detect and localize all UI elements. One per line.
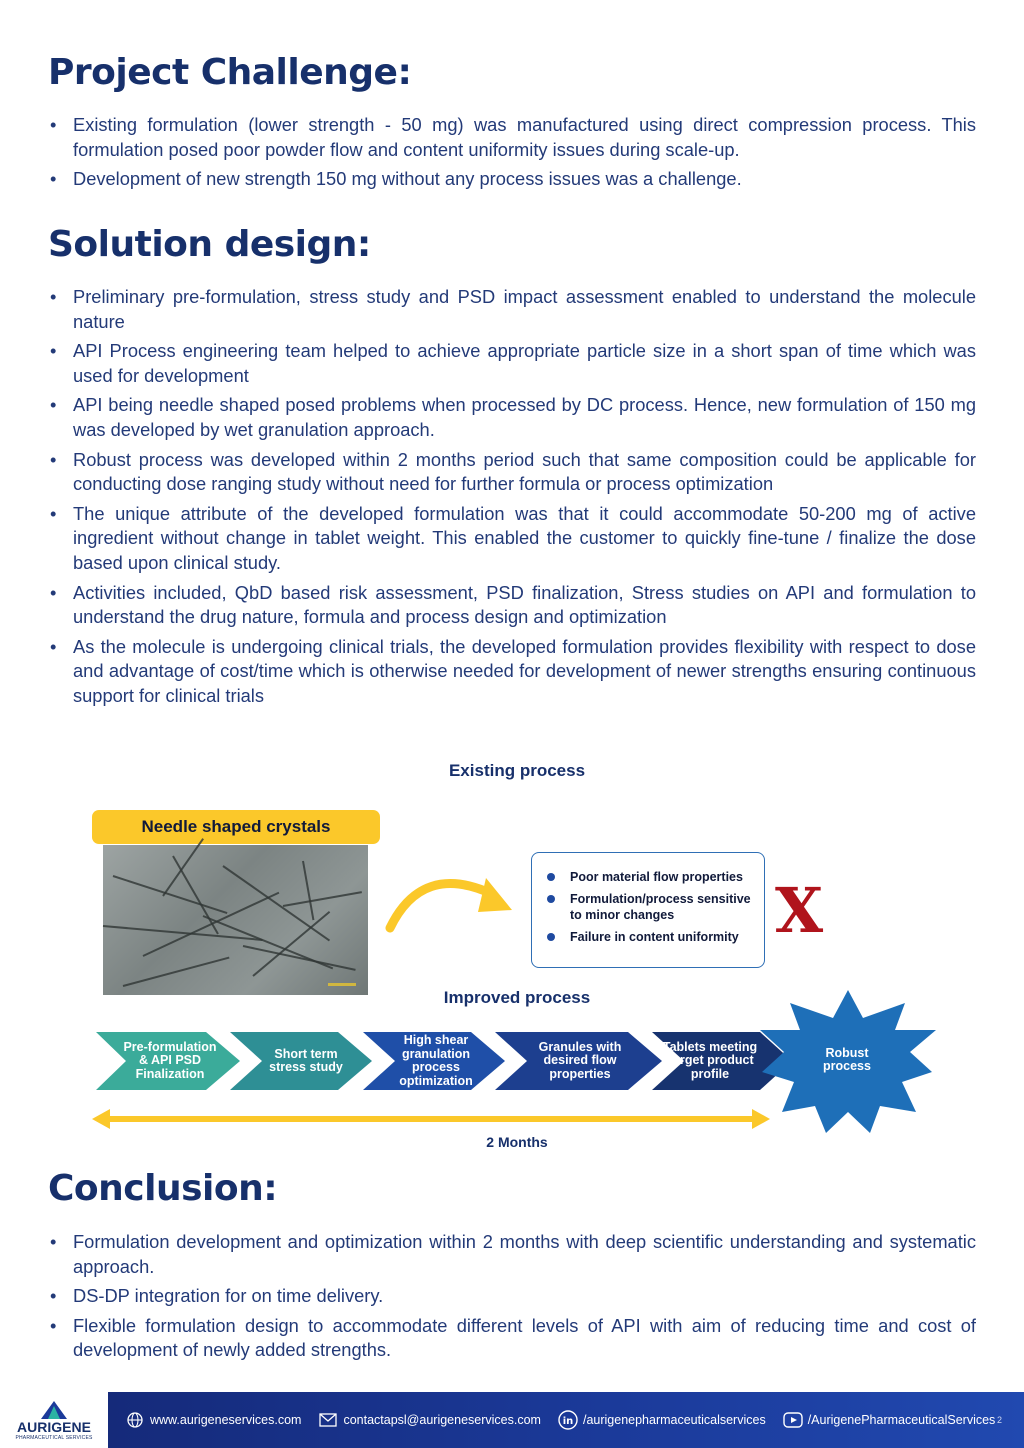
list-item: • API being needle shaped posed problems when processed by DC process. Hence, new formulation of 150 mg was developed by wet granulation approach. bbox=[48, 393, 976, 442]
footer bbox=[0, 1392, 1024, 1448]
aurigene-logo-mark-icon bbox=[39, 1400, 69, 1420]
list-item: • API Process engineering team helped to achieve appropriate particle size in a short span of time which was used for development bbox=[48, 339, 976, 388]
robust-process-label: Robust process bbox=[823, 1045, 871, 1073]
existing-process-title: Existing process bbox=[448, 761, 586, 780]
aurigene-logo bbox=[0, 1392, 108, 1448]
step-1-label: Pre-formulation & API PSD Finalization bbox=[123, 1039, 217, 1081]
timeline-arrow-right-icon bbox=[752, 1109, 770, 1129]
brand-name: AURIGENE bbox=[17, 1418, 91, 1435]
step-3-label: High shear granulation process optimization bbox=[399, 1033, 473, 1088]
duration-label: 2 Months bbox=[486, 1134, 548, 1150]
svg-text:in: in bbox=[562, 1416, 574, 1427]
linkedin-text: /aurigenepharmaceuticalservices bbox=[582, 1413, 766, 1427]
linkedin-icon bbox=[559, 1411, 577, 1429]
brand-subtitle: PHARMACEUTICAL SERVICES bbox=[15, 1434, 93, 1441]
list-item: • Robust process was developed within 2 months period such that same composition could be applicable for conducting dose ranging study without need for further formula or process optimization bbox=[48, 448, 976, 497]
globe-icon bbox=[126, 1411, 144, 1429]
solution-heading: Solution design: bbox=[48, 224, 371, 265]
youtube-link[interactable] bbox=[784, 1411, 996, 1429]
list-item: • Activities included, QbD based risk assessment, PSD finalization, Stress studies on API and formulation to understand the drug nature, formula and process design and optimization bbox=[48, 581, 976, 630]
issue-item: Formulation/process sensitive to minor changes bbox=[546, 891, 764, 923]
list-item: • Development of new strength 150 mg without any process issues was a challenge. bbox=[48, 167, 976, 192]
conclusion-heading: Conclusion: bbox=[48, 1168, 278, 1209]
mail-icon bbox=[319, 1411, 337, 1429]
list-item: • Existing formulation (lower strength - 50 mg) was manufactured using direct compression process. This formulation posed poor powder flow and content uniformity issues during scale-up. bbox=[48, 113, 976, 162]
website-text: www.aurigeneservices.com bbox=[150, 1413, 302, 1427]
timeline-arrow-left-icon bbox=[92, 1109, 110, 1129]
footer-contact-bar bbox=[108, 1392, 1024, 1448]
page-number: 2 bbox=[996, 1415, 1002, 1425]
website-link[interactable] bbox=[126, 1411, 301, 1429]
needle-crystals-label: Needle shaped crystals bbox=[92, 810, 380, 844]
svg-text:X: X bbox=[774, 874, 824, 947]
list-item: • Formulation development and optimization within 2 months with deep scientific understanding and systematic approach. bbox=[48, 1230, 976, 1279]
improved-process-title: Improved process bbox=[443, 988, 591, 1007]
issue-item: Poor material flow properties bbox=[546, 869, 764, 885]
step-4-label: Granules with desired flow properties bbox=[538, 1039, 622, 1081]
conclusion-list bbox=[48, 1230, 976, 1368]
list-item: • DS-DP integration for on time delivery. bbox=[48, 1284, 976, 1309]
issue-item: Failure in content uniformity bbox=[546, 929, 764, 945]
list-item: • The unique attribute of the developed formulation was that it could accommodate 50-200 mg of active ingredient without change in tablet weight. This enabled the customer to quickly fine-tune / finalize the dose based upon clinical study. bbox=[48, 502, 976, 576]
email-link[interactable] bbox=[319, 1411, 541, 1429]
youtube-text: /AurigenePharmaceuticalServices bbox=[807, 1413, 996, 1427]
linkedin-link[interactable] bbox=[559, 1411, 766, 1429]
list-item: • Flexible formulation design to accommodate different levels of API with aim of reducing time and cost of development of newly added strengths. bbox=[48, 1314, 976, 1363]
step-5-label: Tablets meeting Target product profile bbox=[662, 1039, 758, 1081]
email-text: contactapsl@aurigeneservices.com bbox=[343, 1413, 541, 1427]
list-item: • As the molecule is undergoing clinical trials, the developed formulation provides flexibility with respect to dose and advantage of cost/time which is otherwise needed for development of newer strengths ensuring continuous support for clinical trials bbox=[48, 635, 976, 709]
challenge-heading: Project Challenge: bbox=[48, 52, 412, 93]
list-item: • Preliminary pre-formulation, stress study and PSD impact assessment enabled to understand the molecule nature bbox=[48, 285, 976, 334]
youtube-icon bbox=[784, 1411, 802, 1429]
step-2-label: Short term stress study bbox=[269, 1046, 343, 1074]
